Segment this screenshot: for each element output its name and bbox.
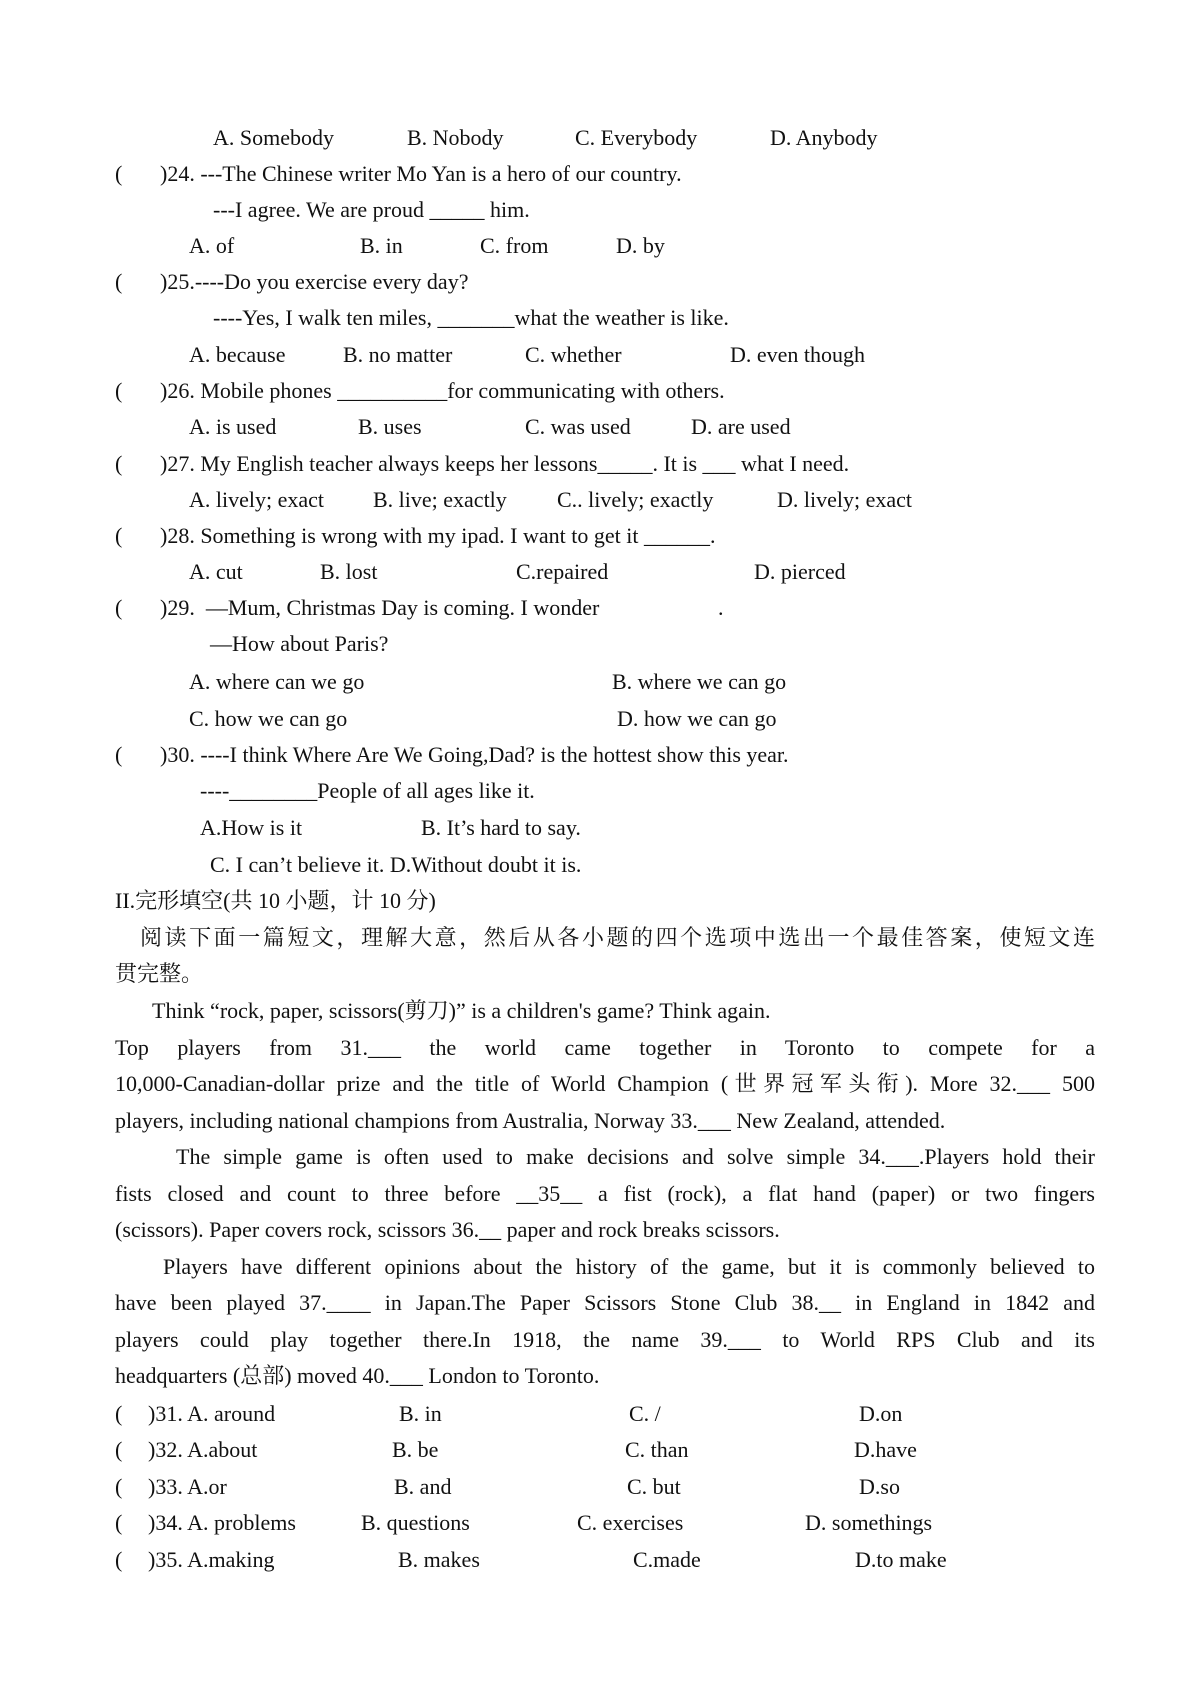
option-row-d: D.have (854, 1437, 917, 1462)
passage-line-3: 10,000‑Canadian‑dollar prize and the title of World Champion (世界冠军头衔). More 32.___ 500 (115, 1071, 1095, 1096)
q25-question: )25.----Do you exercise every day? (160, 269, 469, 294)
q30-option-c-d: C. I can’t believe it. D.Without doubt it is. (210, 852, 582, 877)
q29-paren: ( (115, 595, 123, 620)
option-row-b: B. and (394, 1474, 452, 1499)
q24-option-b: B. in (360, 233, 403, 258)
option-row-d: D. somethings (805, 1510, 933, 1535)
q28-option-d: D. pierced (754, 559, 846, 584)
q24-option-c: C. from (480, 233, 549, 258)
q28-option-b: B. lost (320, 559, 378, 584)
option-row-question: )31. A. around (148, 1401, 276, 1426)
option-row-question: )33. A.or (148, 1474, 227, 1499)
option-row-d: D.to make (855, 1547, 947, 1572)
q28-option-c: C.repaired (516, 559, 609, 584)
option-row-paren: ( (115, 1474, 123, 1499)
q23-option-b: B. Nobody (407, 125, 504, 150)
q24-option-d: D. by (616, 233, 665, 258)
option-row-question: )32. A.about (148, 1437, 258, 1462)
q27-option-b: B. live; exactly (373, 487, 507, 512)
passage-line-10: players could play together there.In 1918, the name 39.___ to World RPS Club and its (115, 1327, 1095, 1352)
option-row-b: B. in (399, 1401, 442, 1426)
option-row-paren: ( (115, 1437, 123, 1462)
section-title: II.完形填空(共 10 小题，计 10 分) (115, 888, 436, 913)
option-row-c: C. but (627, 1474, 681, 1499)
q26-option-b: B. uses (358, 414, 422, 439)
q26-paren: ( (115, 378, 123, 403)
q25-option-a: A. because (189, 342, 286, 367)
q25-option-c: C. whether (525, 342, 622, 367)
q30-option-b: B. It’s hard to say. (421, 815, 581, 840)
option-row-c: C. / (629, 1401, 661, 1426)
q27-question: )27. My English teacher always keeps her lessons_____. It is ___ what I need. (160, 451, 850, 476)
option-row-question: )35. A.making (148, 1547, 275, 1572)
q26-option-a: A. is used (189, 414, 277, 439)
option-row-paren: ( (115, 1401, 123, 1426)
option-row-paren: ( (115, 1510, 123, 1535)
q27-option-c: C.. lively; exactly (557, 487, 714, 512)
q24-question: )24. ---The Chinese writer Mo Yan is a hero of our country. (160, 161, 682, 186)
q26-question: )26. Mobile phones __________for communicating with others. (160, 378, 725, 403)
q23-option-d: D. Anybody (770, 125, 878, 150)
q25-option-b: B. no matter (343, 342, 453, 367)
q29-option-c: C. how we can go (189, 706, 348, 731)
q24-reply: ---I agree. We are proud _____ him. (213, 197, 530, 222)
q26-option-d: D. are used (691, 414, 791, 439)
passage-line-6: fists closed and count to three before __35__ a fist (rock), a flat hand (paper) or two fingers (115, 1181, 1095, 1206)
q24-option-a: A. of (189, 233, 235, 258)
option-row-d: D.on (859, 1401, 903, 1426)
option-row-b: B. questions (361, 1510, 470, 1535)
passage-line-5: The simple game is often used to make decisions and solve simple 34.___.Players hold their (176, 1144, 1095, 1169)
q30-paren: ( (115, 742, 123, 767)
q25-reply: ----Yes, I walk ten miles, _______what the weather is like. (213, 305, 729, 330)
option-row-d: D.so (859, 1474, 900, 1499)
option-row-b: B. be (392, 1437, 439, 1462)
q25-option-d: D. even though (730, 342, 866, 367)
q28-option-a: A. cut (189, 559, 243, 584)
q27-option-a: A. lively; exact (189, 487, 325, 512)
passage-line-8: Players have different opinions about the history of the game, but it is commonly believed to (163, 1254, 1095, 1279)
q30-reply: ----________People of all ages like it. (200, 778, 535, 803)
q27-option-d: D. lively; exact (777, 487, 913, 512)
q29-option-b: B. where we can go (612, 669, 787, 694)
option-row-b: B. makes (398, 1547, 480, 1572)
q29-option-d: D. how we can go (617, 706, 777, 731)
option-row-c: C. than (625, 1437, 689, 1462)
option-row-c: C. exercises (577, 1510, 684, 1535)
option-row-c: C.made (633, 1547, 701, 1572)
passage-line-9: have been played 37.____ in Japan.The Paper Scissors Stone Club 38.__ in England in 1842 and (115, 1290, 1095, 1315)
passage-line-7: (scissors). Paper covers rock, scissors 36.__ paper and rock breaks scissors. (115, 1217, 780, 1242)
q29-reply: —How about Paris? (210, 631, 389, 656)
passage-line-4: players, including national champions from Australia, Norway 33.___ New Zealand, attended. (115, 1108, 946, 1133)
passage-line-2: Top players from 31.___ the world came together in Toronto to compete for a (115, 1035, 1095, 1060)
q23-option-a: A. Somebody (213, 125, 334, 150)
option-row-question: )34. A. problems (148, 1510, 296, 1535)
passage-line-11: headquarters (总部) moved 40.___ London to Toronto. (115, 1363, 600, 1388)
q24-paren: ( (115, 161, 123, 186)
q27-paren: ( (115, 451, 123, 476)
section-instructions-line1: 阅读下面一篇短文，理解大意，然后从各小题的四个选项中选出一个最佳答案，使短文连 (140, 925, 1095, 950)
q28-paren: ( (115, 523, 123, 548)
q29-blank-period: . (718, 595, 724, 620)
q29-option-a: A. where can we go (189, 669, 365, 694)
option-row-paren: ( (115, 1547, 123, 1572)
q30-question: )30. ----I think Where Are We Going,Dad? is the hottest show this year. (160, 742, 789, 767)
q25-paren: ( (115, 269, 123, 294)
passage-line-1: Think “rock, paper, scissors(剪刀)” is a children's game? Think again. (152, 998, 771, 1023)
q28-question: )28. Something is wrong with my ipad. I want to get it ______. (160, 523, 716, 548)
section-instructions-line2: 贯完整。 (115, 961, 204, 986)
q23-option-c: C. Everybody (575, 125, 698, 150)
q26-option-c: C. was used (525, 414, 631, 439)
q29-question: )29. —Mum, Christmas Day is coming. I wonder (160, 595, 600, 620)
q30-option-a: A.How is it (200, 815, 303, 840)
